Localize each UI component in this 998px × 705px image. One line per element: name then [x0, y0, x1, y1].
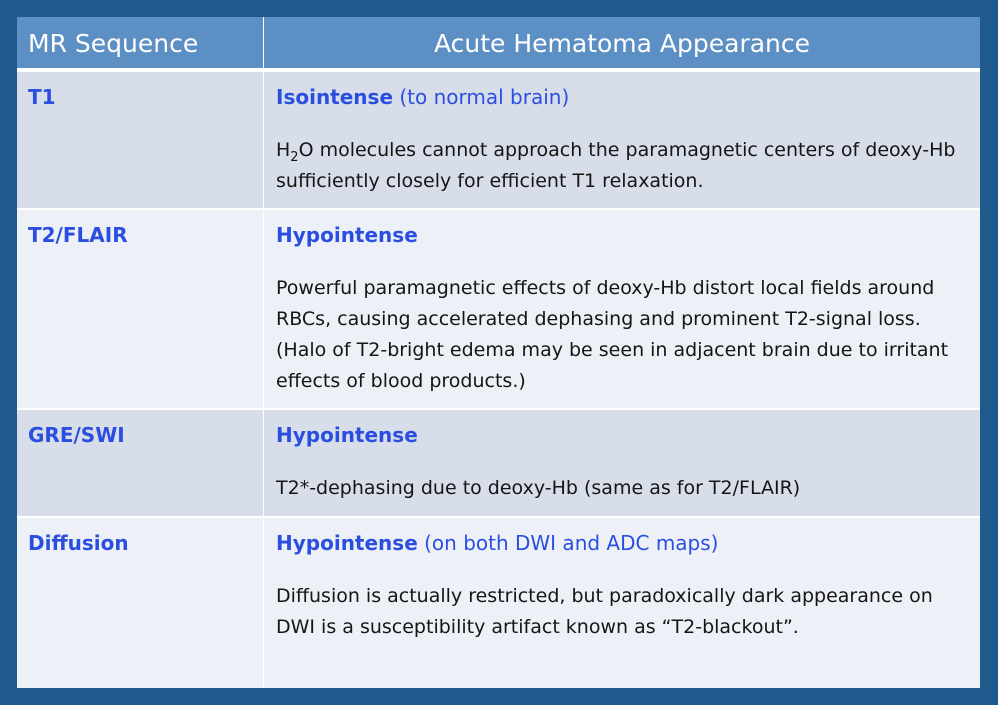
table-row-t1 [17, 72, 980, 208]
appearance-bold: Hypointense [276, 223, 418, 247]
appearance-text [276, 222, 972, 248]
explanation-subscript: 2 [290, 149, 299, 165]
header-acute-hematoma-appearance: Acute Hematoma Appearance [263, 17, 980, 68]
appearance-bold: Hypointense [276, 531, 418, 555]
table-row-t2-flair [17, 210, 980, 408]
explanation-text: Diffusion is actually restricted, but paradoxically dark appearance on DWI is a susceptibility artifact known as “T2-blackout”. [276, 585, 933, 638]
sequence-cell [17, 410, 263, 516]
table-header-row [17, 17, 980, 70]
appearance-text [276, 530, 972, 556]
explanation-text [276, 135, 972, 197]
sequence-cell [17, 210, 263, 408]
explanation-text: Powerful paramagnetic effects of deoxy-Hb distort local fields around RBCs, causing accelerated dephasing and prominent T2-signal loss. (Halo of T2-bright edema may be seen in adjacent brain due to irritant effects of blood products.) [276, 277, 949, 392]
appearance-cell [263, 410, 980, 516]
sequence-cell [17, 72, 263, 208]
explanation-text: T2*-dephasing due to deoxy-Hb (same as for T2/FLAIR) [276, 477, 801, 499]
appearance-bold: Hypointense [276, 423, 418, 447]
sequence-label: GRE/SWI [28, 423, 125, 447]
appearance-qualifier: (on both DWI and ADC maps) [417, 531, 719, 555]
sequence-label: T1 [28, 85, 56, 109]
appearance-qualifier: (to normal brain) [393, 85, 570, 109]
appearance-text [276, 84, 972, 110]
appearance-bold: Isointense [276, 85, 394, 109]
sequence-label: T2/FLAIR [28, 223, 128, 247]
header-mr-sequence: MR Sequence [28, 29, 199, 58]
appearance-text [276, 422, 972, 448]
sequence-cell [17, 518, 263, 688]
appearance-cell [263, 210, 980, 408]
explanation-h: H [276, 139, 291, 161]
table-row-gre-swi [17, 410, 980, 516]
table-row-diffusion [17, 518, 980, 688]
explanation-body: O molecules cannot approach the paramagnetic centers of deoxy-Hb sufficiently closely for efficient T1 relaxation. [276, 139, 956, 192]
appearance-cell [263, 72, 980, 208]
hematoma-table [17, 17, 980, 688]
sequence-label: Diffusion [28, 531, 129, 555]
appearance-cell [263, 518, 980, 688]
